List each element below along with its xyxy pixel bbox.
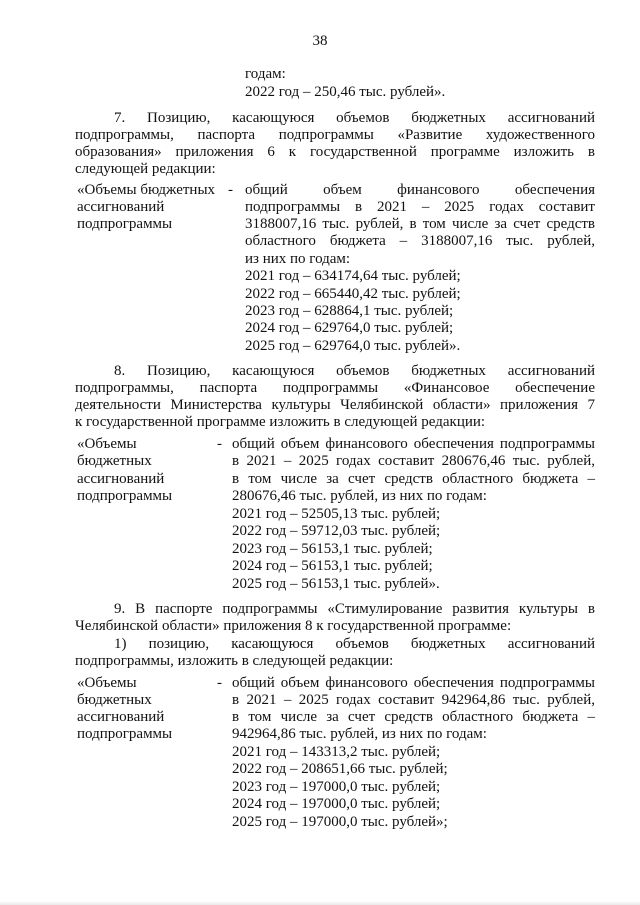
p8-year-2021: 2021 год – 52505,13 тыс. рублей; <box>232 506 441 522</box>
p9-value-1: общий объем финансового обеспечения подпрограммы <box>232 675 595 691</box>
p8-value-3: в том числе за счет средств областного бюджета – <box>232 471 595 487</box>
p7-line-3: образования» приложения 6 к государственной программе изложить в <box>75 144 595 160</box>
p8-label-4: подпрограммы <box>77 488 173 504</box>
p8-year-2024: 2024 год – 56153,1 тыс. рублей; <box>232 558 433 574</box>
p7-line-1: 7. Позицию, касающуюся объемов бюджетных ассигнований <box>114 110 595 126</box>
p8-value-1: общий объем финансового обеспечения подпрограммы <box>232 436 595 452</box>
p9-year-2022: 2022 год – 208651,66 тыс. рублей; <box>232 761 448 777</box>
p9-label-3: ассигнований <box>77 709 165 725</box>
p8-label-1: «Объемы <box>77 436 137 452</box>
p8-label-3: ассигнований <box>77 471 165 487</box>
p9-line-1: 9. В паспорте подпрограммы «Стимулирование развития культуры в <box>114 601 595 617</box>
p8-value-2: в 2021 – 2025 годах составит 280676,46 тыс. рублей, <box>232 453 595 469</box>
p8-year-2022: 2022 год – 59712,03 тыс. рублей; <box>232 523 441 539</box>
p7-year-2022: 2022 год – 665440,42 тыс. рублей; <box>245 286 461 302</box>
p9-year-2024: 2024 год – 197000,0 тыс. рублей; <box>232 796 441 812</box>
p7-value-2: подпрограммы в 2021 – 2025 годах составит <box>245 199 595 215</box>
p8-line-2: подпрограммы, паспорта подпрограммы «Финансовое обеспечение <box>75 380 595 396</box>
p8-value-4: 280676,46 тыс. рублей, из них по годам: <box>232 488 487 504</box>
p9-value-4: 942964,86 тыс. рублей, из них по годам: <box>232 726 487 742</box>
p7-line-2: подпрограммы, паспорта подпрограммы «Развитие художественного <box>75 127 595 143</box>
p7-value-4: областного бюджета – 3188007,16 тыс. рублей, <box>245 233 595 249</box>
p7-year-2023: 2023 год – 628864,1 тыс. рублей; <box>245 303 454 319</box>
p9-value-2: в 2021 – 2025 годах составит 942964,86 тыс. рублей, <box>232 692 595 708</box>
p9-dash: - <box>217 675 222 691</box>
p7-label-3: подпрограммы <box>77 216 173 232</box>
carry-line-2: 2022 год – 250,46 тыс. рублей». <box>245 84 446 100</box>
p8-line-4: к государственной программе изложить в следующей редакции: <box>75 414 486 430</box>
carry-line-1: годам: <box>245 66 286 82</box>
p7-label-2: ассигнований <box>77 199 165 215</box>
p8-year-2025: 2025 год – 56153,1 тыс. рублей». <box>232 576 440 592</box>
p9-year-2021: 2021 год – 143313,2 тыс. рублей; <box>232 744 441 760</box>
p7-year-2024: 2024 год – 629764,0 тыс. рублей; <box>245 320 454 336</box>
p8-line-3: деятельности Министерства культуры Челябинской области» приложения 7 <box>75 397 595 413</box>
p7-value-5: из них по годам: <box>245 251 351 267</box>
p7-year-2021: 2021 год – 634174,64 тыс. рублей; <box>245 268 461 284</box>
p9-label-1: «Объемы <box>77 675 137 691</box>
p9-year-2023: 2023 год – 197000,0 тыс. рублей; <box>232 779 441 795</box>
p9-line-4: подпрограммы, изложить в следующей редакции: <box>75 653 394 669</box>
p7-value-1: общий объем финансового обеспечения <box>245 182 595 198</box>
scan-edge <box>0 901 640 905</box>
p8-year-2023: 2023 год – 56153,1 тыс. рублей; <box>232 541 433 557</box>
p7-label-1: «Объемы бюджетных <box>77 182 216 198</box>
p8-dash: - <box>217 436 222 452</box>
p9-line-2: Челябинской области» приложения 8 к государственной программе: <box>75 618 512 634</box>
p9-line-3: 1) позицию, касающуюся объемов бюджетных ассигнований <box>114 636 595 652</box>
p8-line-1: 8. Позицию, касающуюся объемов бюджетных ассигнований <box>114 363 595 379</box>
p9-value-3: в том числе за счет средств областного бюджета – <box>232 709 595 725</box>
p7-year-2025: 2025 год – 629764,0 тыс. рублей». <box>245 338 461 354</box>
p8-label-2: бюджетных <box>77 453 152 469</box>
p9-label-4: подпрограммы <box>77 726 173 742</box>
p7-line-4: следующей редакции: <box>75 161 216 177</box>
p9-year-2025: 2025 год – 197000,0 тыс. рублей»; <box>232 814 448 830</box>
p9-label-2: бюджетных <box>77 692 152 708</box>
page-number: 38 <box>312 33 328 49</box>
p7-value-3: 3188007,16 тыс. рублей, в том числе за счет средств <box>245 216 595 232</box>
p7-dash: - <box>228 182 233 198</box>
